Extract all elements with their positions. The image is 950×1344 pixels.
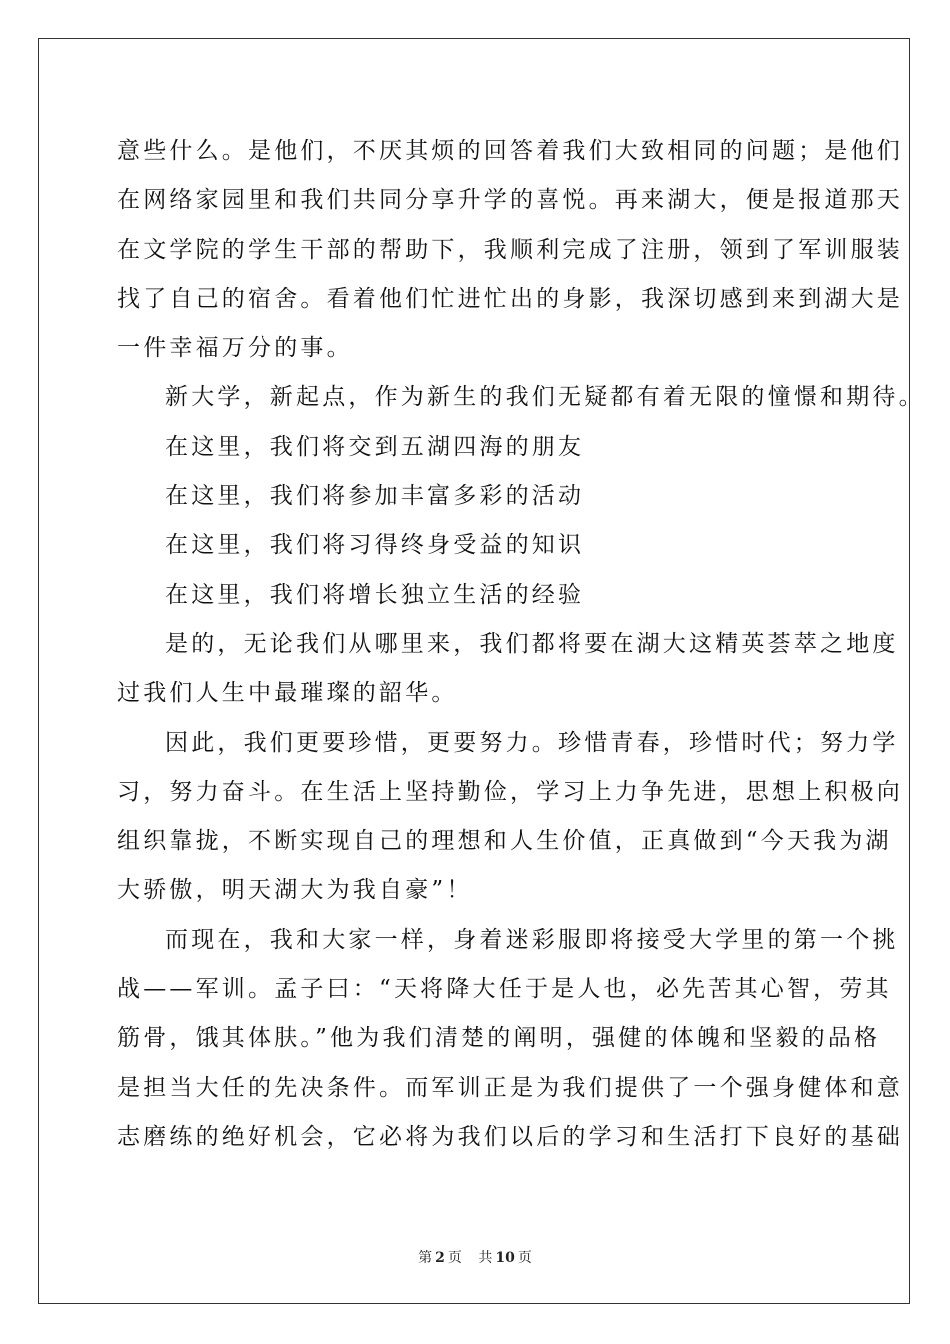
text-line: 是担当大任的先决条件。而军训正是为我们提供了一个强身健体和意	[117, 1074, 903, 1101]
page-footer	[0, 1247, 950, 1267]
paragraph-start-line: 在这里，我们将习得终身受益的知识	[165, 532, 585, 559]
paragraph-start-line: 在这里，我们将交到五湖四海的朋友	[165, 433, 585, 460]
text-line: 组织靠拢，不断实现自己的理想和人生价值，正真做到“今天我为湖	[117, 828, 892, 855]
document-body	[117, 127, 925, 1162]
total-page-count: 10	[495, 1250, 515, 1266]
text-line: 志磨练的绝好机会，它必将为我们以后的学习和生活打下良好的基础	[117, 1123, 903, 1150]
page-number	[415, 1250, 465, 1266]
text-line: 战——军训。孟子曰：“天将降大任于是人也，必先苦其心智，劳其	[117, 976, 892, 1003]
text-line: 过我们人生中最璀璨的韶华。	[117, 680, 458, 707]
page-suffix: 页	[447, 1250, 462, 1266]
text-line: 在文学院的学生干部的帮助下，我顺利完成了注册，领到了军训服装	[117, 236, 903, 263]
paragraph-start-line: 在这里，我们将增长独立生活的经验	[165, 581, 585, 608]
text-line: 习，努力奋斗。在生活上坚持勤俭，学习上力争先进，思想上积极向	[117, 778, 903, 805]
total-prefix: 共	[478, 1250, 493, 1266]
paragraph-start-line: 因此，我们更要珍惜，更要努力。珍惜青春，珍惜时代；努力学	[165, 729, 899, 756]
paragraph-start-line: 新大学，新起点，作为新生的我们无疑都有着无限的憧憬和期待。	[165, 384, 925, 411]
text-line: 一件幸福万分的事。	[117, 335, 353, 362]
paragraph-start-line: 在这里，我们将参加丰富多彩的活动	[165, 483, 585, 510]
paragraph-start-line: 而现在，我和大家一样，身着迷彩服即将接受大学里的第一个挑	[165, 926, 899, 953]
text-line: 找了自己的宿舍。看着他们忙进忙出的身影，我深切感到来到湖大是	[117, 285, 903, 312]
page-total	[475, 1250, 534, 1266]
page-prefix: 第	[418, 1250, 433, 1266]
text-line: 筋骨，饿其体肤。”他为我们清楚的阐明，强健的体魄和坚毅的品格	[117, 1025, 881, 1052]
total-suffix: 页	[517, 1250, 532, 1266]
current-page-number: 2	[435, 1250, 445, 1266]
text-line: 在网络家园里和我们共同分享升学的喜悦。再来湖大，便是报道那天	[117, 187, 903, 214]
text-line: 意些什么。是他们，不厌其烦的回答着我们大致相同的问题；是他们	[117, 138, 903, 164]
paragraph-start-line: 是的，无论我们从哪里来，我们都将要在湖大这精英荟萃之地度	[165, 630, 899, 657]
text-line: 大骄傲，明天湖大为我自豪”！	[117, 877, 473, 904]
